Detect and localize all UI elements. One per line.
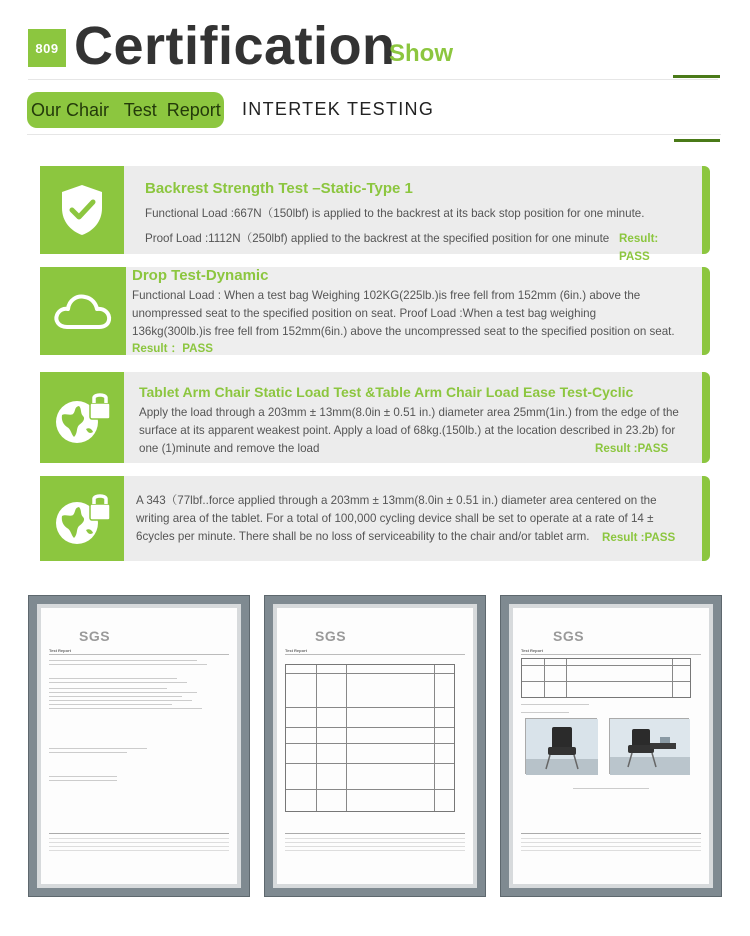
- icon-column: [40, 166, 124, 254]
- test-card-tablet-arm: [40, 372, 710, 463]
- shield-check-icon: [58, 183, 106, 237]
- test-result: Result :PASS: [602, 531, 676, 544]
- chair-image: [526, 719, 598, 775]
- test-line: Functional Load :667N（150lbf) is applied to the backrest at its back stop position for one minute.: [145, 207, 645, 220]
- test-title: Backrest Strength Test –Static-Type 1: [145, 180, 413, 197]
- sgs-logo: SGS: [315, 628, 347, 644]
- card-accent-bar: [702, 166, 710, 254]
- globe-lock-icon: [52, 389, 112, 447]
- sgs-logo: SGS: [553, 628, 585, 644]
- test-title: Drop Test-Dynamic: [132, 267, 269, 284]
- report-heading: Test Report: [521, 648, 543, 653]
- report-heading: Test Report: [285, 648, 307, 653]
- icon-column: [40, 267, 126, 355]
- page-subtitle: Show: [389, 40, 453, 67]
- lab-name: INTERTEK TESTING: [242, 99, 435, 119]
- sgs-logo: SGS: [79, 628, 111, 644]
- report-table: [285, 664, 455, 812]
- icon-column: [40, 476, 124, 561]
- test-description: Apply the load through a 203mm ± 13mm(8.0in ± 0.51 in.) diameter area 25mm(1in.) from the edge of the surface at its apparent weakest point. Apply a load of 68kg.(150lb.) at the location described in 23.2b) for one (1)minute and remove the load: [139, 406, 679, 455]
- report-frame-3: [500, 595, 722, 897]
- report-page: [41, 608, 237, 884]
- chair-photo: [609, 718, 689, 774]
- card-accent-bar: [702, 267, 710, 355]
- divider-accent: [673, 75, 720, 78]
- section-pill: [27, 92, 224, 128]
- test-card-drop: [40, 267, 710, 355]
- report-frame-1: [28, 595, 250, 897]
- icon-column: [40, 372, 124, 463]
- card-accent-bar: [702, 476, 710, 561]
- page-title: Certification: [74, 16, 396, 76]
- test-card-backrest: [40, 166, 710, 263]
- test-result: Result ：PASS: [132, 342, 213, 355]
- test-card-cyclic: [40, 476, 710, 561]
- report-frame-2: [264, 595, 486, 897]
- globe-lock-icon: [52, 490, 112, 548]
- page-number-badge: 809: [28, 29, 66, 67]
- test-result: Result :PASS: [595, 442, 669, 455]
- cloud-icon: [51, 289, 115, 333]
- test-line: Proof Load :1112N（250lbf) applied to the backrest at the specified position for one minute: [145, 232, 610, 245]
- section-pill-label: Our Chair Test Report: [31, 99, 221, 120]
- test-description: Functional Load : When a test bag Weighing 102KG(225lb.)is free fell from 152mm (6in.) above the unompressed seat to the specified position on seat. Proof Load :When a test bag weighing 136kg(300lb.)is free fell from 152mm(6in.) above the uncompressed seat to the specified position on seat.: [132, 289, 675, 338]
- test-description: A 343（77lbf..force applied through a 203mm ± 13mm(8.0in ± 0.51 in.) diameter area centered on the writing area of the tablet. For a total of 100,000 cycling device shall be set to operate at a rate of 14 ± 6cycles per minute. There shall be no loss of serviceability to the chair and/or tablet arm.: [136, 494, 657, 543]
- chair-image: [610, 719, 690, 775]
- report-page: [513, 608, 709, 884]
- test-result: Result: PASS: [619, 232, 659, 263]
- report-page: [277, 608, 473, 884]
- card-accent-bar: [702, 372, 710, 463]
- divider-accent: [674, 139, 720, 142]
- divider: [27, 134, 721, 135]
- test-title: Tablet Arm Chair Static Load Test &Table Arm Chair Load Ease Test-Cyclic: [139, 384, 634, 400]
- chair-photo: [525, 718, 597, 774]
- report-heading: Test Report: [49, 648, 71, 653]
- report-table: [521, 658, 691, 698]
- divider: [28, 79, 718, 80]
